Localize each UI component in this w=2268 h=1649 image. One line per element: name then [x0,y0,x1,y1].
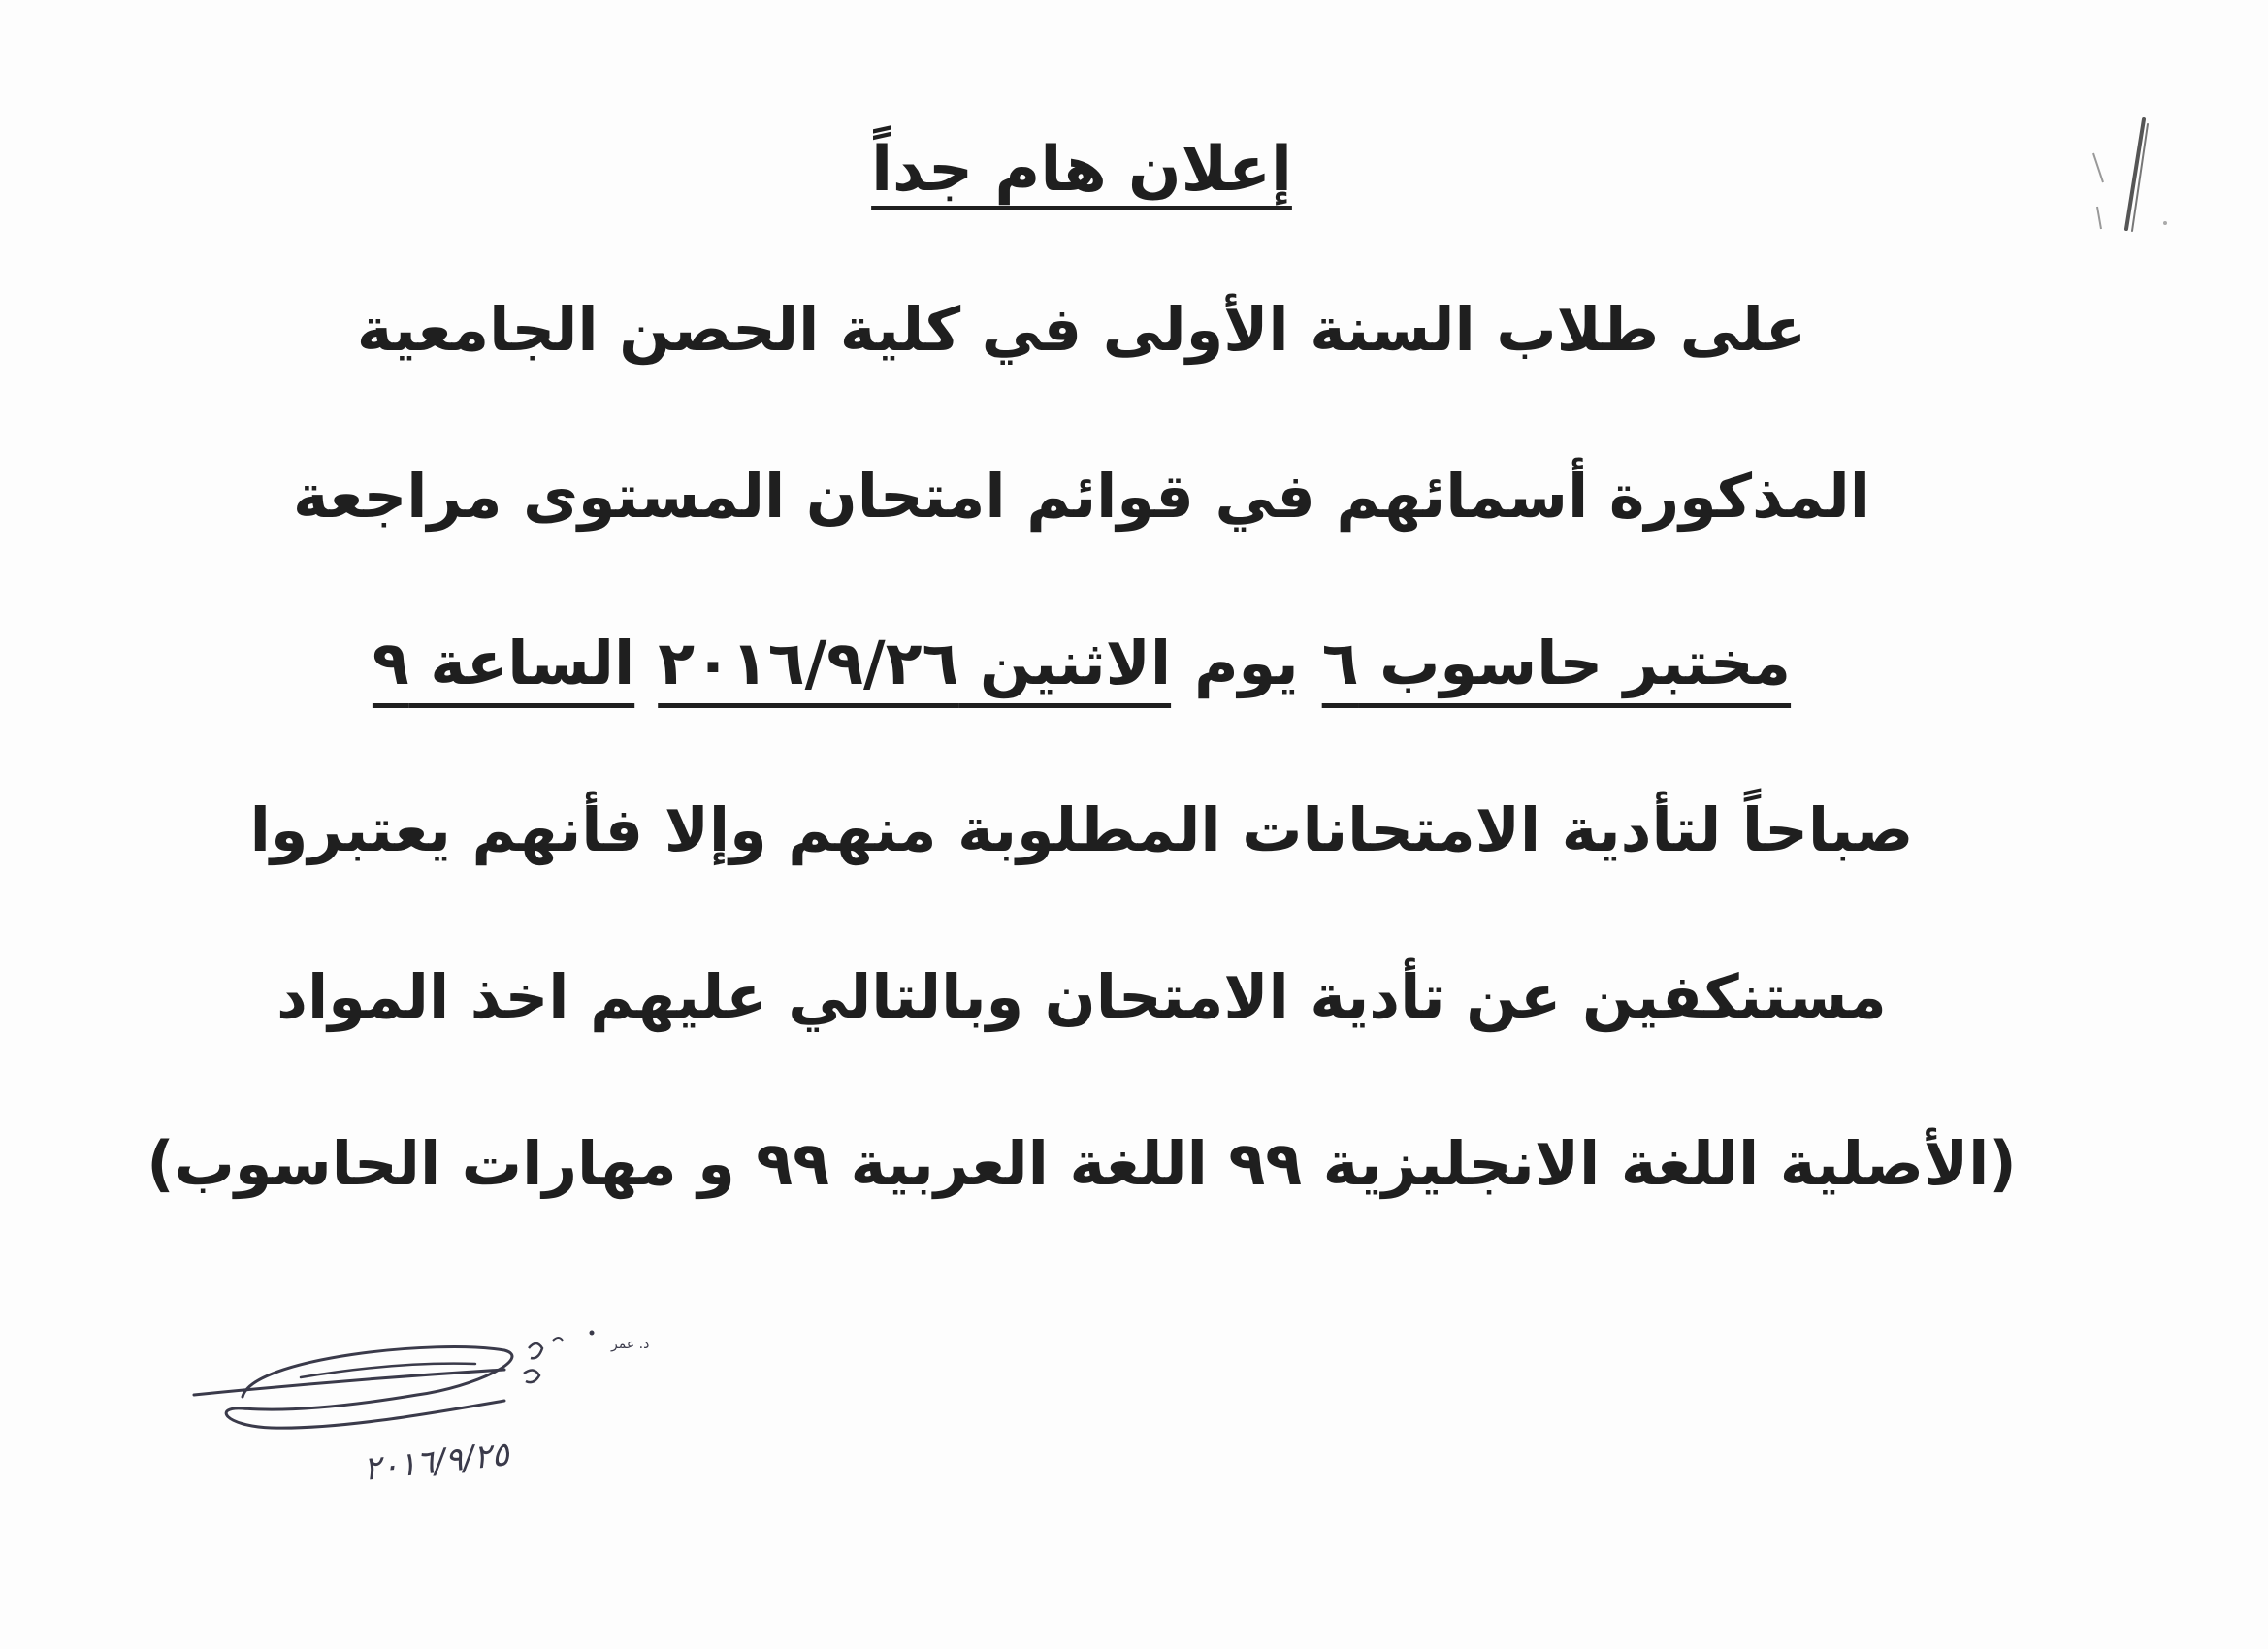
announcement-line-3 [146,615,2018,782]
announcement-title [146,116,2018,223]
signature-date-text: ٢٠١٦/٩/٢٥ [361,1435,511,1489]
announcement-line-5: مستنكفين عن تأدية الامتحان وبالتالي عليهم اخذ المواد [276,961,1887,1032]
signature-handwriting: د. عمر [611,1337,650,1352]
corner-pen-mark [2076,114,2173,241]
day-word: يوم [1194,628,1299,698]
announcement-line-4: صباحاً لتأدية الامتحانات المطلوبة منهم وإلا فأنهم يعتبروا [249,794,1914,865]
announcement-line-1: على طلاب السنة الأولى في كلية الحصن الجامعية [356,294,1807,365]
exam-time: الساعة ٩ [372,628,635,698]
lab-location: مختبر حاسوب ٦ [1321,628,1792,698]
exam-date: الاثنين ٢٠١٦/٩/٢٦ [658,628,1172,698]
announcement-title-text: إعلان هام جداً [871,134,1292,206]
announcement-line-6: (الأصلية اللغة الانجليزية ٩٩ اللغة العربية ٩٩ و مهارات الحاسوب) [146,1128,2017,1199]
announcement [146,116,2018,1282]
signature-date [291,1426,582,1494]
announcement-line-2: المذكورة أسمائهم في قوائم امتحان المستوى مراجعة [293,461,1870,532]
